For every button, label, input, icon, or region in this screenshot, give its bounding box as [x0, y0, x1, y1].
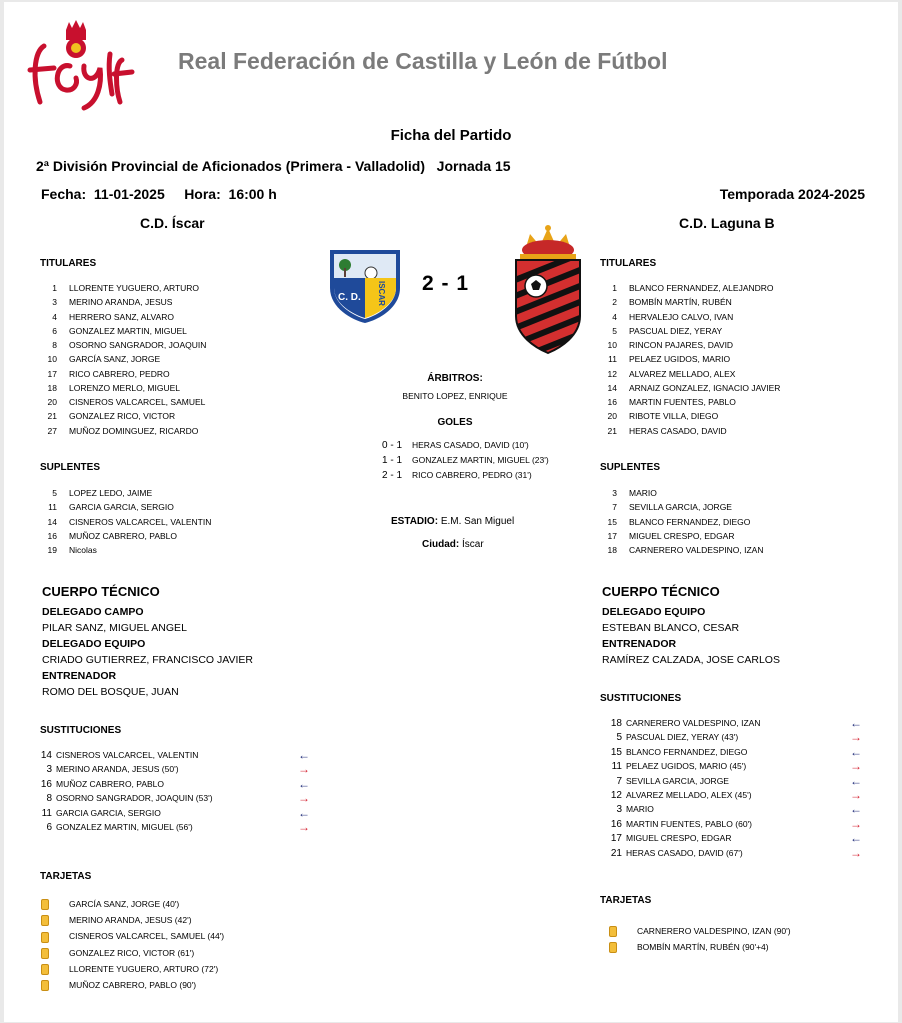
card-player-name: GONZALEZ RICO, VICTOR (61') [69, 947, 195, 958]
player-name: LOPEZ LEDO, JAIME [69, 488, 153, 498]
player-name: GONZALEZ MARTIN, MIGUEL [69, 325, 187, 336]
substitution-row [34, 791, 316, 805]
player-name: GONZALEZ RICO, VICTOR [69, 411, 176, 422]
player-number: 11 [608, 354, 617, 365]
substitution-row [604, 774, 869, 788]
player-number: 8 [52, 340, 57, 350]
home-tarjetas-list [41, 896, 341, 993]
sub-player-name: CARNERERO VALDESPINO, IZAN [626, 718, 761, 728]
player-row [597, 486, 763, 500]
substitution-row [604, 716, 869, 730]
goal-score: 2 - 1 [382, 470, 403, 481]
substitution-row [604, 788, 869, 802]
player-number: 16 [47, 530, 57, 541]
player-name: BOMBÍN MARTÍN, RUBÉN [629, 297, 732, 308]
card-row [41, 961, 341, 977]
score: 2 - 1 [422, 272, 470, 295]
home-crest-text: C. D. [338, 292, 361, 303]
sub-player-name: PELAEZ UGIDOS, MARIO (45') [626, 761, 747, 772]
player-name: SEVILLA GARCIA, JORGE [629, 502, 732, 513]
card-player-name: BOMBÍN MARTÍN, RUBÉN (90'+4) [637, 942, 769, 953]
player-number: 10 [607, 340, 617, 350]
player-number: 1 [52, 283, 57, 293]
sub-player-name: MARTIN FUENTES, PABLO (60') [626, 818, 752, 829]
player-number: 5 [52, 488, 57, 498]
home-team-crest [328, 248, 402, 324]
away-team-name: C.D. Laguna B [679, 215, 775, 231]
card-player-name: CISNEROS VALCARCEL, SAMUEL (44') [69, 931, 225, 942]
sub-player-name: SEVILLA GARCIA, JORGE [626, 775, 729, 786]
arrow-right-icon: → [298, 762, 310, 777]
home-titulares-list [37, 281, 206, 438]
yellow-card-icon [609, 942, 617, 953]
player-row [37, 486, 211, 500]
card-player-name: GARCÍA SANZ, JORGE (40') [69, 899, 180, 909]
substitution-row [34, 748, 316, 762]
home-staff-list [42, 604, 342, 700]
arrow-right-icon: → [850, 730, 862, 745]
substitution-row [604, 745, 869, 759]
player-name: CISNEROS VALCARCEL, SAMUEL [69, 397, 206, 407]
player-number: 20 [47, 397, 57, 407]
player-row [37, 515, 211, 529]
sub-player-name: MERINO ARANDA, JESUS (50') [56, 764, 179, 775]
player-number: 7 [612, 502, 617, 513]
player-name: PELAEZ UGIDOS, MARIO [629, 354, 731, 365]
goal-row [382, 438, 582, 453]
city-line [422, 539, 484, 550]
substitution-row [604, 846, 869, 860]
away-titulares-heading: TITULARES [600, 258, 657, 269]
substitution-row [604, 802, 869, 816]
player-name: RICO CABRERO, PEDRO [69, 368, 170, 379]
sub-player-number: 12 [610, 789, 622, 801]
sub-player-name: CISNEROS VALCARCEL, VALENTIN [56, 750, 199, 760]
away-team-crest [510, 220, 586, 356]
goal-scorer: HERAS CASADO, DAVID (10') [412, 440, 529, 450]
page [4, 2, 898, 1022]
player-number: 12 [607, 368, 617, 379]
away-suplentes-list [597, 486, 763, 557]
sub-player-number: 17 [610, 833, 622, 845]
card-player-name: LLORENTE YUGUERO, ARTURO (72') [69, 963, 219, 974]
staff-name: ESTEBAN BLANCO, CESAR [602, 622, 740, 634]
arbitros-heading: ÁRBITROS: [427, 373, 483, 384]
player-name: MARIO [629, 488, 657, 498]
sub-player-number: 11 [41, 807, 52, 819]
staff-name: RAMÍREZ CALZADA, JOSE CARLOS [602, 654, 780, 666]
player-row [597, 529, 763, 543]
player-row [37, 352, 206, 366]
sub-player-number: 7 [616, 775, 622, 787]
goal-score: 0 - 1 [382, 440, 403, 451]
player-name: MUÑOZ CABRERO, PABLO [69, 530, 177, 541]
staff-name: CRIADO GUTIERREZ, FRANCISCO JAVIER [42, 654, 253, 666]
player-name: MIGUEL CRESPO, EDGAR [629, 530, 735, 541]
arrow-left-icon: ← [850, 802, 862, 817]
sub-player-number: 6 [46, 821, 52, 833]
home-titulares-heading: TITULARES [40, 258, 97, 269]
goals-list [382, 438, 582, 483]
sub-player-number: 14 [40, 750, 52, 761]
card-row [41, 945, 341, 961]
arrow-left-icon: ← [850, 773, 862, 788]
player-number: 15 [607, 516, 617, 527]
card-row [41, 896, 341, 912]
player-name: ARNAIZ GONZALEZ, IGNACIO JAVIER [629, 382, 781, 393]
city-value: Íscar [459, 539, 484, 550]
federation-logo [26, 18, 136, 114]
competition-line [36, 158, 511, 174]
player-row [597, 295, 780, 309]
player-number: 14 [47, 516, 57, 527]
player-row [597, 338, 780, 352]
away-titulares-list [597, 281, 780, 438]
player-name: MARTIN FUENTES, PABLO [629, 397, 736, 407]
player-row [597, 515, 763, 529]
away-tarjetas-list [609, 923, 889, 955]
player-number: 1 [612, 283, 617, 293]
home-sustituciones-list [34, 748, 316, 834]
sub-player-name: MARIO [626, 804, 654, 815]
staff-name: PILAR SANZ, MIGUEL ANGEL [42, 622, 187, 634]
player-number: 17 [47, 368, 57, 379]
home-suplentes-list [37, 486, 211, 557]
away-suplentes-heading: SUPLENTES [600, 462, 661, 473]
player-name: ALVAREZ MELLADO, ALEX [629, 368, 736, 379]
yellow-card-icon [41, 899, 49, 910]
player-number: 18 [47, 382, 57, 393]
city-label: Ciudad: [422, 539, 460, 550]
referee-name: BENITO LOPEZ, ENRIQUE [402, 391, 508, 401]
substitution-row [34, 820, 316, 834]
arrow-right-icon: → [850, 787, 862, 802]
player-number: 6 [52, 325, 57, 336]
player-number: 10 [47, 354, 57, 365]
away-sustituciones-heading: SUSTITUCIONES [600, 693, 682, 704]
player-number: 21 [607, 425, 617, 436]
sub-player-number: 21 [610, 847, 622, 859]
sub-player-number: 15 [610, 746, 622, 758]
player-row [597, 381, 780, 395]
away-cuerpo-tecnico-heading: CUERPO TÉCNICO [602, 584, 720, 599]
player-row [37, 338, 206, 352]
goal-scorer: GONZALEZ MARTIN, MIGUEL (23') [412, 455, 549, 465]
substitution-row [34, 777, 316, 791]
sub-player-number: 3 [46, 764, 52, 776]
staff-role: DELEGADO CAMPO [42, 606, 144, 618]
arrow-right-icon: → [298, 819, 310, 834]
arrow-left-icon: ← [298, 805, 310, 820]
substitution-row [604, 831, 869, 845]
player-name: GARCÍA SANZ, JORGE [69, 354, 161, 365]
arrow-left-icon: ← [850, 744, 862, 759]
season: Temporada 2024-2025 [719, 186, 865, 202]
player-name: HERVALEJO CALVO, IVAN [629, 311, 734, 322]
card-row [41, 928, 341, 944]
player-row [37, 543, 211, 557]
stadium-line [391, 516, 514, 527]
yellow-card-icon [41, 980, 49, 991]
sub-player-name: BLANCO FERNANDEZ, DIEGO [626, 746, 748, 757]
player-name: LLORENTE YUGUERO, ARTURO [69, 283, 200, 293]
stadium-label: ESTADIO: [391, 516, 439, 527]
player-row [597, 324, 780, 338]
away-sustituciones-list [604, 716, 869, 860]
arrow-left-icon: ← [850, 716, 862, 730]
player-row [37, 324, 206, 338]
player-number: 11 [48, 502, 57, 513]
goal-row [382, 468, 582, 483]
home-tarjetas-heading: TARJETAS [40, 871, 92, 882]
player-name: CARNERERO VALDESPINO, IZAN [629, 545, 764, 555]
player-number: 14 [607, 382, 617, 393]
sub-player-number: 16 [40, 778, 52, 790]
player-row [597, 310, 780, 324]
player-name: RIBOTE VILLA, DIEGO [629, 411, 719, 422]
player-row [37, 281, 206, 295]
arrow-right-icon: → [298, 791, 310, 806]
player-number: 5 [612, 325, 617, 336]
sub-player-number: 8 [46, 793, 52, 805]
substitution-row [604, 817, 869, 831]
player-number: 20 [607, 411, 617, 422]
sub-player-number: 16 [610, 818, 622, 830]
sub-player-name: MIGUEL CRESPO, EDGAR [626, 833, 732, 844]
player-name: HERAS CASADO, DAVID [629, 425, 727, 436]
player-row [37, 529, 211, 543]
staff-role: ENTRENADOR [602, 638, 677, 650]
ficha-title: Ficha del Partido [390, 127, 512, 144]
player-number: 3 [612, 488, 617, 498]
arrow-right-icon: → [850, 759, 862, 774]
player-number: 19 [47, 545, 57, 555]
sub-player-name: PASCUAL DIEZ, YERAY (43') [626, 732, 739, 743]
card-row [609, 923, 889, 939]
sub-player-number: 5 [616, 732, 622, 744]
card-player-name: CARNERERO VALDESPINO, IZAN (90') [637, 926, 791, 936]
player-name: PASCUAL DIEZ, YERAY [629, 325, 723, 336]
player-number: 16 [607, 397, 617, 407]
goles-heading: GOLES [437, 417, 473, 428]
goal-scorer: RICO CABRERO, PEDRO (31') [412, 470, 532, 480]
player-number: 3 [52, 297, 57, 308]
home-suplentes-heading: SUPLENTES [40, 462, 101, 473]
yellow-card-icon [41, 915, 49, 926]
yellow-card-icon [41, 964, 49, 975]
sub-player-number: 11 [611, 761, 622, 773]
home-team-name: C.D. Íscar [140, 215, 205, 231]
sub-player-name: OSORNO SANGRADOR, JOAQUIN (53') [56, 793, 213, 804]
player-name: HERRERO SANZ, ALVARO [69, 311, 175, 322]
player-number: 18 [607, 545, 617, 555]
player-number: 4 [52, 311, 57, 322]
sub-player-name: HERAS CASADO, DAVID (67') [626, 847, 743, 858]
card-row [609, 939, 889, 955]
arrow-left-icon: ← [850, 831, 862, 846]
staff-name: ROMO DEL BOSQUE, JUAN [42, 686, 179, 698]
yellow-card-icon [41, 932, 49, 943]
player-name: RINCON PAJARES, DAVID [629, 340, 734, 350]
staff-role: DELEGADO EQUIPO [42, 638, 146, 650]
card-player-name: MERINO ARANDA, JESUS (42') [69, 915, 192, 926]
player-name: BLANCO FERNANDEZ, DIEGO [629, 516, 751, 527]
staff-role: ENTRENADOR [42, 670, 117, 682]
player-name: MERINO ARANDA, JESUS [69, 297, 173, 308]
card-player-name: MUÑOZ CABRERO, PABLO (90') [69, 979, 197, 990]
away-staff-list [602, 604, 892, 668]
federation-title: Real Federación de Castilla y León de Fútbol [178, 48, 668, 74]
substitution-row [34, 806, 316, 820]
player-row [597, 367, 780, 381]
player-name: Nicolas [69, 545, 97, 555]
stadium-value: E.M. San Miguel [438, 516, 515, 527]
player-number: 17 [607, 530, 617, 541]
player-row [597, 424, 780, 438]
player-name: MUÑOZ DOMINGUEZ, RICARDO [69, 425, 199, 436]
yellow-card-icon [609, 926, 617, 937]
card-row [41, 977, 341, 993]
sub-player-name: ALVAREZ MELLADO, ALEX (45') [626, 789, 752, 800]
player-row [597, 500, 763, 514]
player-number: 4 [612, 311, 617, 322]
substitution-row [604, 730, 869, 744]
player-number: 21 [47, 411, 57, 422]
sub-player-name: GONZALEZ MARTIN, MIGUEL (56') [56, 821, 193, 832]
substitution-row [604, 759, 869, 773]
competition-text: 2ª División Provincial de Aficionados (Primera - Valladolid) Jornada 15 [36, 158, 511, 174]
player-row [597, 281, 780, 295]
player-row [597, 352, 780, 366]
player-name: LORENZO MERLO, MIGUEL [69, 382, 180, 393]
date-time [41, 186, 277, 202]
goal-row [382, 453, 582, 468]
player-number: 2 [612, 297, 617, 308]
substitution-row [34, 762, 316, 776]
sub-player-number: 3 [616, 804, 622, 816]
player-row [597, 409, 780, 423]
sub-player-name: MUÑOZ CABRERO, PABLO [56, 778, 164, 789]
sub-player-number: 18 [610, 718, 622, 729]
sub-player-name: GARCIA GARCIA, SERGIO [56, 807, 161, 818]
card-row [41, 912, 341, 928]
player-name: GARCIA GARCIA, SERGIO [69, 502, 174, 513]
date-time-text: Fecha: 11-01-2025 Hora: 16:00 h [41, 186, 277, 202]
player-name: BLANCO FERNANDEZ, ALEJANDRO [629, 283, 774, 293]
player-row [597, 395, 780, 409]
yellow-card-icon [41, 948, 49, 959]
arrow-left-icon: ← [298, 776, 310, 791]
away-tarjetas-heading: TARJETAS [600, 895, 652, 906]
arrow-right-icon: → [850, 816, 862, 831]
player-row [37, 295, 206, 309]
arrow-right-icon: → [850, 845, 862, 860]
arrow-left-icon: ← [298, 748, 310, 762]
player-name: OSORNO SANGRADOR, JOAQUIN [69, 340, 207, 350]
player-number: 27 [47, 425, 57, 436]
home-cuerpo-tecnico-heading: CUERPO TÉCNICO [42, 584, 160, 599]
home-crest-side-text: ISCAR [377, 281, 386, 306]
goal-score: 1 - 1 [382, 455, 403, 466]
player-row [37, 500, 211, 514]
player-row [597, 543, 763, 557]
home-sustituciones-heading: SUSTITUCIONES [40, 725, 122, 736]
player-name: CISNEROS VALCARCEL, VALENTIN [69, 516, 212, 527]
staff-role: DELEGADO EQUIPO [602, 606, 706, 618]
player-row [37, 310, 206, 324]
